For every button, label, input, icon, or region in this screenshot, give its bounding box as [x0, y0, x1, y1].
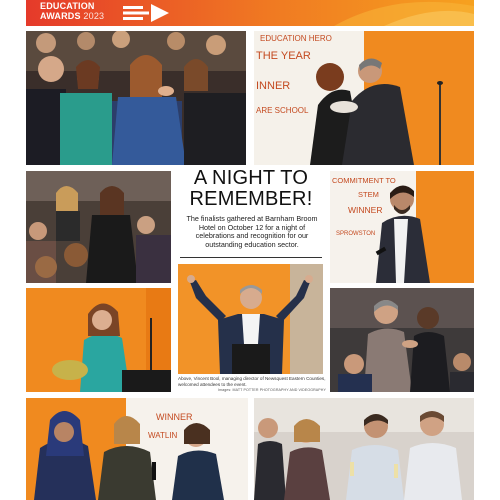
photo-stem-winner-speaker: [330, 171, 474, 283]
banner-line-awards: AWARDS: [40, 11, 81, 21]
article-divider: [180, 257, 322, 258]
article-body: The finalists gathered at Barnham Broom Hotel on October 12 for a night of celebrations and recognition for our outstanding education sector.: [186, 214, 318, 249]
sign-text-p4-4: SPROWSTON: [336, 231, 376, 237]
awards-logo-text: [40, 1, 104, 21]
photo-woman-laughing-lectern: [26, 288, 171, 392]
photo-group-champagne: [254, 398, 474, 500]
photo-men-greeting: [330, 288, 474, 392]
banner-year: 2023: [83, 11, 105, 21]
article-headline: [176, 168, 326, 210]
sign-text-p8-1: WINNER: [156, 412, 193, 422]
sign-text-p4-2: STEM: [358, 190, 379, 199]
photo-audience-standing: [26, 171, 171, 283]
photo-credit: Images: MATT POTTER PHOTOGRAPHY AND VIDEOGRAPHY: [217, 388, 326, 392]
photo-winner-embrace: [254, 31, 474, 165]
photo-audience-applauding: [26, 31, 246, 165]
awards-banner: [26, 0, 474, 26]
sign-text-p8-2: WATLIN: [148, 431, 178, 440]
sign-text-p4-1: COMMITMENT TO: [332, 176, 396, 185]
sign-text-p2-1: EDUCATION HERO: [260, 34, 332, 43]
sign-text-p2-4: ARE SCHOOL: [256, 106, 309, 115]
photo-speaker-arms-raised: [178, 264, 323, 374]
headline-line-2: REMEMBER!: [189, 188, 313, 210]
photo-caption: Above, Vincent Bool, managing director of Newsquest Eastern Counties, welcomed attendees to the event.: [178, 376, 326, 387]
sign-text-p2-2: THE YEAR: [256, 50, 311, 62]
banner-line-education: EDUCATION: [40, 1, 95, 11]
sign-text-p2-3: INNER: [256, 80, 291, 92]
photo-three-winners: [26, 398, 248, 500]
awards-arrow-logo-icon: [123, 2, 173, 24]
headline-line-1: A NIGHT TO: [193, 167, 309, 189]
sign-text-p4-3: WINNER: [348, 205, 383, 215]
banner-swoosh-decoration: [274, 0, 474, 26]
